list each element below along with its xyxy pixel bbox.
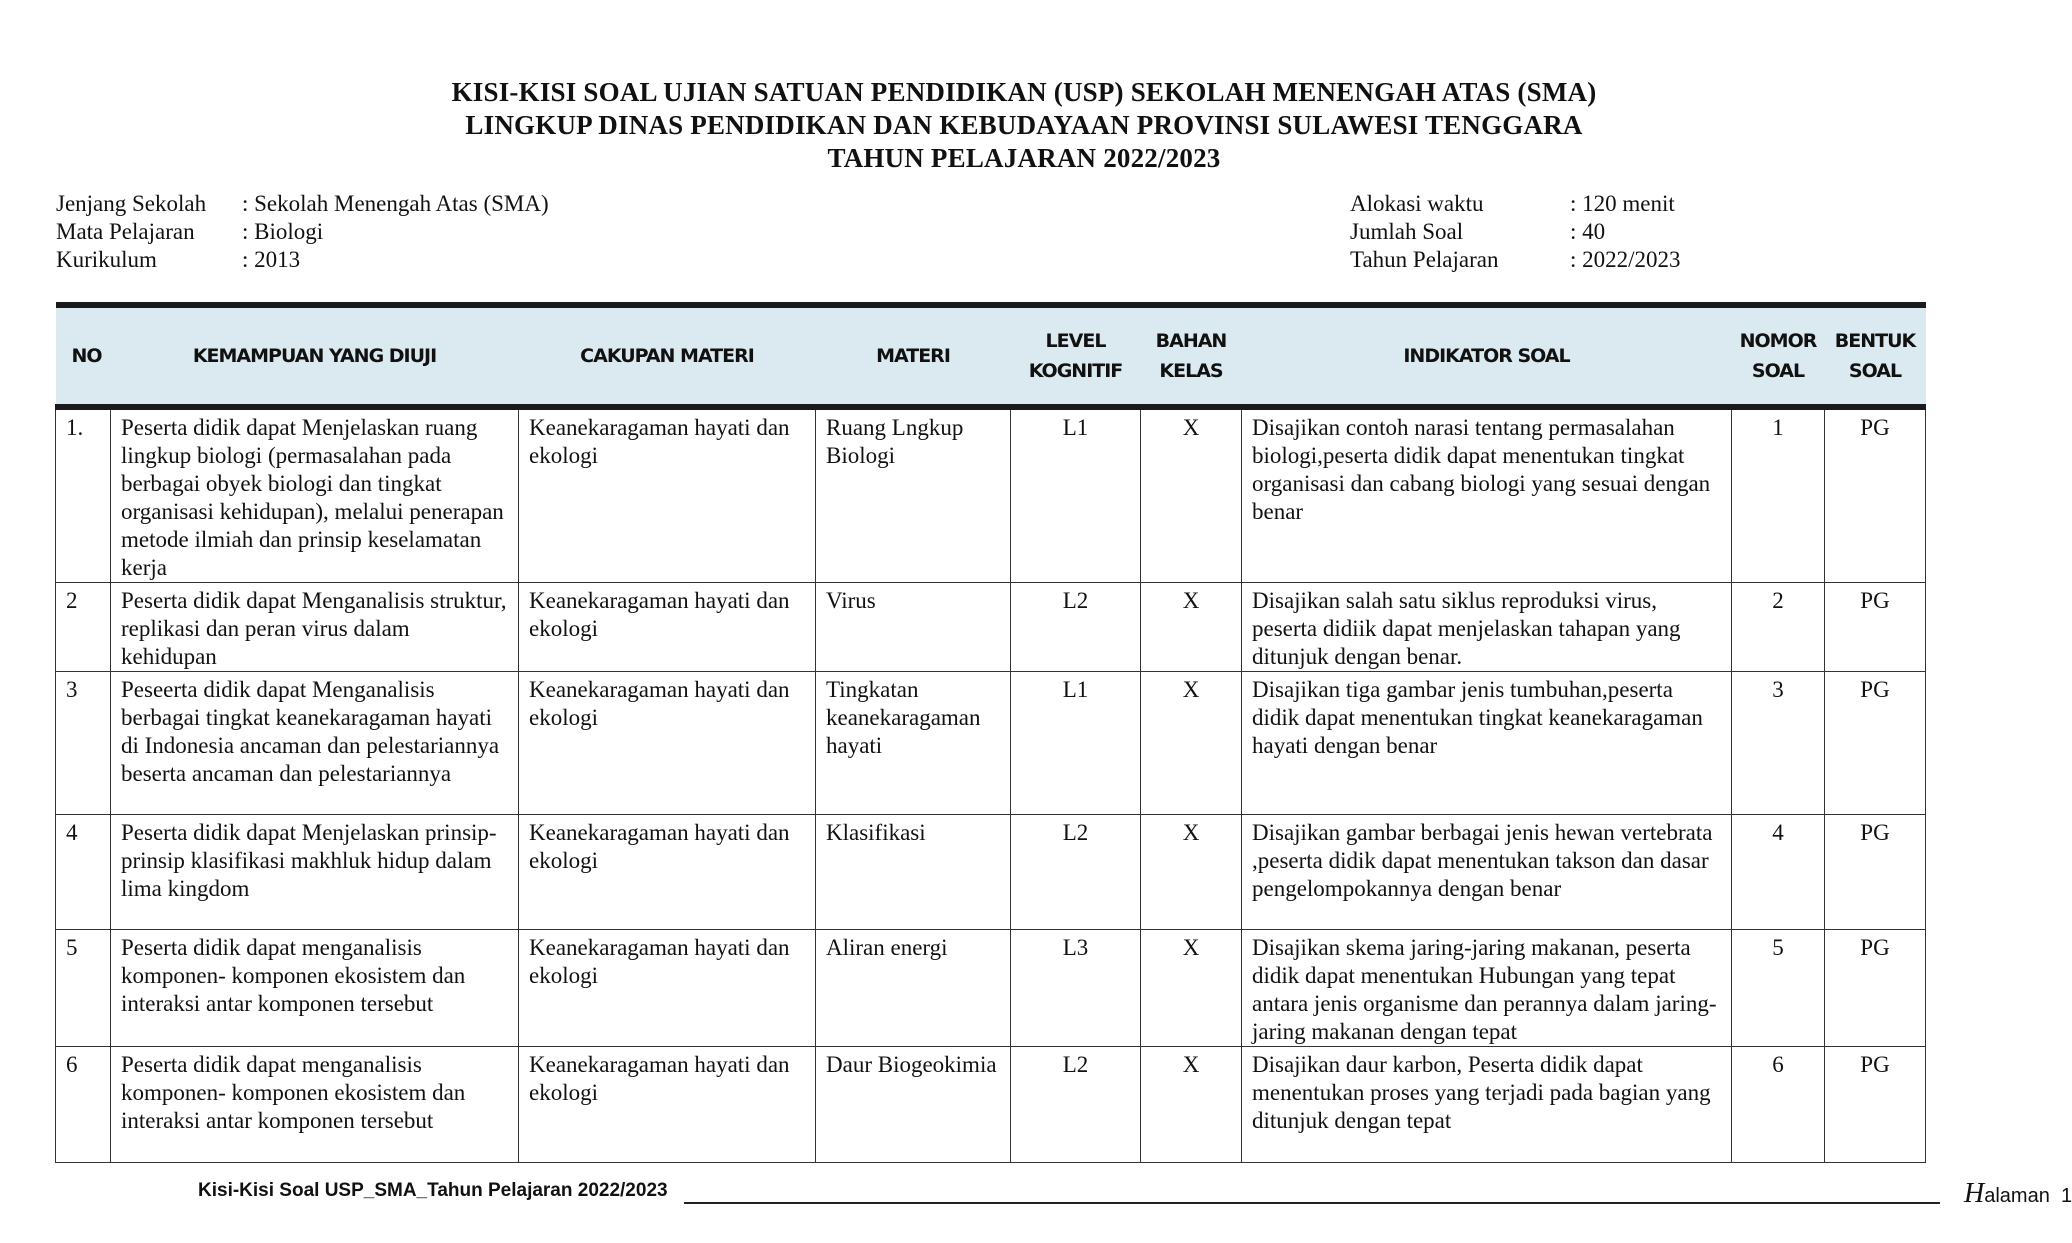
page-label-h: H xyxy=(1964,1178,1985,1209)
cell-level: L2 xyxy=(1011,1047,1141,1163)
cell-level: L3 xyxy=(1011,930,1141,1047)
header-nomor-2: SOAL xyxy=(1751,360,1805,382)
cell-materi: Klasifikasi xyxy=(816,815,1011,930)
cell-cakupan: Keanekaragaman hayati dan ekologi xyxy=(519,815,816,930)
cell-kelas: X xyxy=(1141,815,1242,930)
info-label: Mata Pelajaran xyxy=(56,219,195,244)
cell-bentuk: PG xyxy=(1825,672,1926,815)
cell-no: 4 xyxy=(56,815,111,930)
header-bahan-1: BAHAN xyxy=(1155,330,1227,352)
info-label: Tahun Pelajaran xyxy=(1350,247,1499,272)
cell-nomor: 4 xyxy=(1732,815,1825,930)
cell-cakupan: Keanekaragaman hayati dan ekologi xyxy=(519,672,816,815)
cell-level: L1 xyxy=(1011,672,1141,815)
cell-bentuk: PG xyxy=(1825,583,1926,672)
cell-nomor: 5 xyxy=(1732,930,1825,1047)
header-bentuk-2: SOAL xyxy=(1848,360,1902,382)
cell-kemampuan: Peserta didik dapat Menjelaskan prinsip-prinsip klasifikasi makhluk hidup dalam lima kingdom xyxy=(111,815,519,930)
info-value: : Sekolah Menengah Atas (SMA) xyxy=(242,191,549,216)
footer-divider xyxy=(684,1202,1940,1204)
cell-bentuk: PG xyxy=(1825,815,1926,930)
page-number-label xyxy=(1964,1178,2072,1210)
info-row-mapel xyxy=(56,218,549,246)
cell-cakupan: Keanekaragaman hayati dan ekologi xyxy=(519,930,816,1047)
kisi-kisi-table xyxy=(55,302,1925,1163)
title-line-1: KISI-KISI SOAL UJIAN SATUAN PENDIDIKAN (USP) SEKOLAH MENENGAH ATAS (SMA) xyxy=(451,77,1597,107)
title-line-2: LINGKUP DINAS PENDIDIKAN DAN KEBUDAYAAN PROVINSI SULAWESI TENGGARA xyxy=(465,110,1583,140)
cell-materi: Tingkatan keanekaragaman hayati xyxy=(816,672,1011,815)
header-indikator: INDIKATOR SOAL xyxy=(1242,305,1732,407)
cell-cakupan: Keanekaragaman hayati dan ekologi xyxy=(519,407,816,583)
info-label: Alokasi waktu xyxy=(1350,191,1484,216)
header-level xyxy=(1011,305,1141,407)
cell-cakupan: Keanekaragaman hayati dan ekologi xyxy=(519,583,816,672)
cell-level: L2 xyxy=(1011,583,1141,672)
cell-indikator: Disajikan contoh narasi tentang permasalahan biologi,peserta didik dapat menentukan tingkat organisasi dan cabang biologi yang sesuai dengan benar xyxy=(1242,407,1732,583)
info-row-alokasi xyxy=(1350,190,1681,218)
header-nomor xyxy=(1732,305,1825,407)
cell-bentuk: PG xyxy=(1825,1047,1926,1163)
cell-kemampuan: Peserta didik dapat menganalisis komponen- komponen ekosistem dan interaksi antar komponen tersebut xyxy=(111,1047,519,1163)
header-kemampuan: KEMAMPUAN YANG DIUJI xyxy=(111,305,519,407)
info-row-kurikulum xyxy=(56,246,549,274)
cell-kemampuan: Peseerta didik dapat Menganalisis berbagai tingkat keanekaragaman hayati di Indonesia ancaman dan pelestariannya beserta ancaman dan pelestariannya xyxy=(111,672,519,815)
info-value: : 2022/2023 xyxy=(1570,247,1681,272)
info-row-jumlah xyxy=(1350,218,1681,246)
cell-level: L1 xyxy=(1011,407,1141,583)
cell-nomor: 3 xyxy=(1732,672,1825,815)
cell-materi: Daur Biogeokimia xyxy=(816,1047,1011,1163)
cell-nomor: 1 xyxy=(1732,407,1825,583)
header-cakupan: CAKUPAN MATERI xyxy=(519,305,816,407)
cell-no: 5 xyxy=(56,930,111,1047)
table-row xyxy=(56,815,1926,930)
info-row-tahun xyxy=(1350,246,1681,274)
info-label: Kurikulum xyxy=(56,247,157,272)
cell-no: 1. xyxy=(56,407,111,583)
cell-kelas: X xyxy=(1141,407,1242,583)
cell-cakupan: Keanekaragaman hayati dan ekologi xyxy=(519,1047,816,1163)
info-right xyxy=(1350,190,1681,274)
page-number: 1 xyxy=(2060,1185,2072,1207)
header-bentuk xyxy=(1825,305,1926,407)
header-no: NO xyxy=(56,305,111,407)
header-level-2: KOGNITIF xyxy=(1028,360,1123,382)
cell-indikator: Disajikan daur karbon, Peserta didik dapat menentukan proses yang terjadi pada bagian yang ditunjuk dengan tepat xyxy=(1242,1047,1732,1163)
header-nomor-1: NOMOR xyxy=(1739,330,1817,352)
info-value: : 120 menit xyxy=(1570,191,1675,216)
table-row xyxy=(56,672,1926,815)
document-title xyxy=(0,76,2048,175)
cell-kemampuan: Peserta didik dapat Menganalisis struktur, replikasi dan peran virus dalam kehidupan xyxy=(111,583,519,672)
info-row-jenjang xyxy=(56,190,549,218)
info-value: : 2013 xyxy=(242,247,301,272)
cell-no: 3 xyxy=(56,672,111,815)
cell-indikator: Disajikan skema jaring-jaring makanan, peserta didik dapat menentukan Hubungan yang tepat antara jenis organisme dan perannya dalam jaring-jaring makanan dengan tepat xyxy=(1242,930,1732,1047)
cell-kelas: X xyxy=(1141,583,1242,672)
cell-nomor: 6 xyxy=(1732,1047,1825,1163)
header-bahan xyxy=(1141,305,1242,407)
cell-bentuk: PG xyxy=(1825,407,1926,583)
cell-kelas: X xyxy=(1141,672,1242,815)
cell-level: L2 xyxy=(1011,815,1141,930)
cell-nomor: 2 xyxy=(1732,583,1825,672)
cell-no: 6 xyxy=(56,1047,111,1163)
cell-kemampuan: Peserta didik dapat menganalisis komponen- komponen ekosistem dan interaksi antar komponen tersebut xyxy=(111,930,519,1047)
cell-kelas: X xyxy=(1141,930,1242,1047)
table-row xyxy=(56,930,1926,1047)
info-label: Jumlah Soal xyxy=(1350,219,1464,244)
header-bahan-2: KELAS xyxy=(1159,360,1223,382)
info-value: : 40 xyxy=(1570,219,1606,244)
cell-materi: Aliran energi xyxy=(816,930,1011,1047)
title-line-3: TAHUN PELAJARAN 2022/2023 xyxy=(827,143,1221,173)
cell-materi: Virus xyxy=(816,583,1011,672)
table-row xyxy=(56,1047,1926,1163)
cell-no: 2 xyxy=(56,583,111,672)
info-left xyxy=(56,190,549,274)
table-header-row xyxy=(56,305,1926,407)
table-row xyxy=(56,583,1926,672)
cell-indikator: Disajikan salah satu siklus reproduksi virus, peserta didiik dapat menjelaskan tahapan yang ditunjuk dengan benar. xyxy=(1242,583,1732,672)
header-bentuk-1: BENTUK xyxy=(1834,330,1916,352)
header-level-1: LEVEL xyxy=(1045,330,1106,352)
cell-materi: Ruang Lngkup Biologi xyxy=(816,407,1011,583)
cell-indikator: Disajikan tiga gambar jenis tumbuhan,peserta didik dapat menentukan tingkat keanekaragaman hayati dengan benar xyxy=(1242,672,1732,815)
page-footer xyxy=(198,1176,2072,1210)
info-label: Jenjang Sekolah xyxy=(56,191,207,216)
cell-kelas: X xyxy=(1141,1047,1242,1163)
cell-kemampuan: Peserta didik dapat Menjelaskan ruang lingkup biologi (permasalahan pada berbagai obyek biologi dan tingkat organisasi kehidupan), melalui penerapan metode ilmiah dan prinsip keselamatan kerja xyxy=(111,407,519,583)
cell-indikator: Disajikan gambar berbagai jenis hewan vertebrata ,peserta didik dapat menentukan takson dan dasar pengelompokannya dengan benar xyxy=(1242,815,1732,930)
footer-text: Kisi-Kisi Soal USP_SMA_Tahun Pelajaran 2022/2023 xyxy=(198,1180,668,1201)
cell-bentuk: PG xyxy=(1825,930,1926,1047)
question-grid xyxy=(55,302,1926,1163)
table-row xyxy=(56,407,1926,583)
info-value: : Biologi xyxy=(242,219,324,244)
page-label-rest: alaman xyxy=(1984,1185,2050,1207)
header-materi: MATERI xyxy=(816,305,1011,407)
